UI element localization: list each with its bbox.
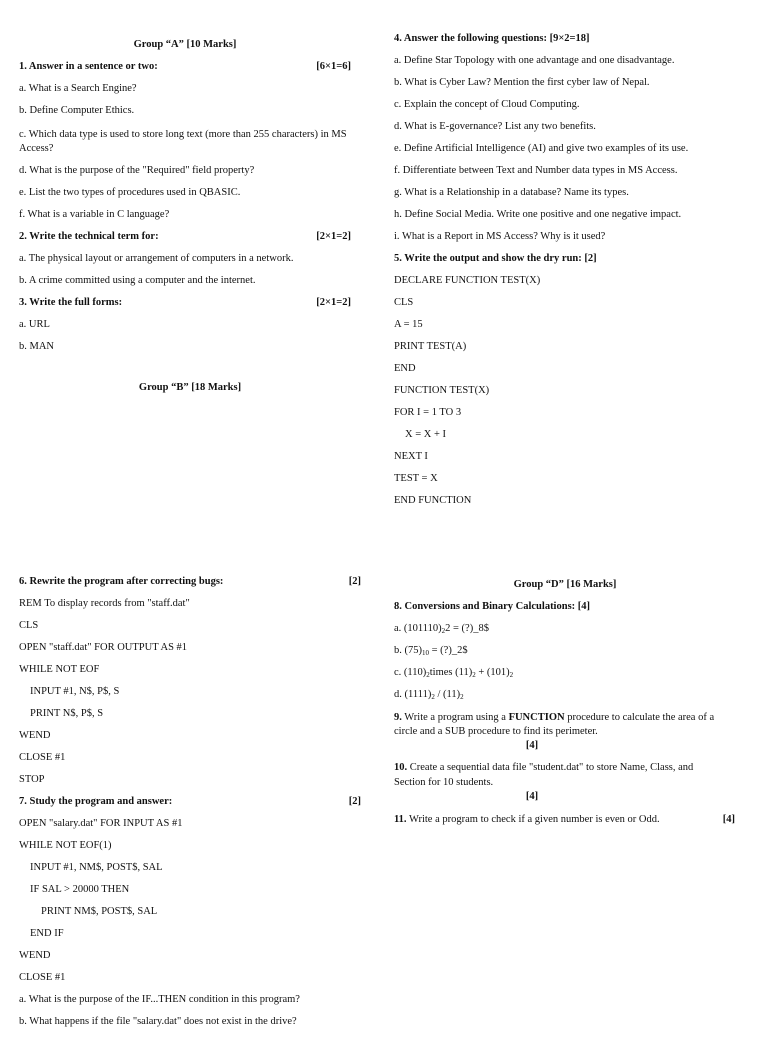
- q1-item: b. Define Computer Ethics.: [19, 105, 135, 116]
- q7-heading: [19, 795, 361, 817]
- code-line: CLOSE #1: [19, 752, 66, 763]
- q1-item: e. List the two types of procedures used in QBASIC.: [19, 187, 241, 198]
- q4-item: d. What is E-governance? List any two benefits.: [394, 121, 596, 132]
- q8-item-b: [394, 644, 736, 666]
- q1-label: 1. Answer in a sentence or two:: [19, 61, 158, 72]
- code-line: FUNCTION TEST(X): [394, 385, 490, 396]
- q3-item: b. MAN: [19, 341, 55, 352]
- code-line: PRINT N$, P$, S: [30, 708, 104, 719]
- group-b-title: Group “B” [18 Marks]: [138, 382, 242, 393]
- q8-d-pre: d. (1111): [394, 689, 432, 700]
- q9-text: [394, 710, 729, 739]
- code-line: PRINT TEST(A): [394, 341, 467, 352]
- q2-marks: [2×1=2]: [316, 231, 351, 242]
- code-line: CLS: [19, 620, 39, 631]
- q7-item: b. What happens if the file "salary.dat" does not exist in the drive?: [19, 1016, 297, 1027]
- q5-label: 5. Write the output and show the dry run: [2]: [394, 253, 597, 264]
- q2-item: b. A crime committed using a computer and the internet.: [19, 275, 256, 286]
- left-top-column: [19, 38, 351, 362]
- code-line: WHILE NOT EOF(1): [19, 840, 112, 851]
- group-a-title: Group “A” [10 Marks]: [133, 39, 237, 50]
- q10-body: Create a sequential data file "student.dat" to store Name, Class, and Section for 10 students.: [394, 762, 694, 788]
- q1-item: a. What is a Search Engine?: [19, 83, 137, 94]
- q8-c-sub3: 2: [509, 671, 514, 679]
- q8-b-pre: b. (75): [394, 645, 422, 656]
- code-line: WHILE NOT EOF: [19, 664, 100, 675]
- right-top-column: [394, 32, 744, 516]
- q8-c-mid2: + (101): [475, 667, 510, 678]
- q3-marks: [2×1=2]: [316, 297, 351, 308]
- q1-marks: [6×1=6]: [316, 61, 351, 72]
- code-line: DECLARE FUNCTION TEST(X): [394, 275, 541, 286]
- code-line: END IF: [30, 928, 64, 939]
- q6-heading: [19, 575, 361, 597]
- q7-item: a. What is the purpose of the IF...THEN condition in this program?: [19, 994, 300, 1005]
- q9-bold: FUNCTION: [508, 712, 565, 723]
- q1-heading: [19, 60, 351, 82]
- q8-a-post: 2 = (?)_8$: [445, 623, 489, 634]
- q4-item: e. Define Artificial Intelligence (AI) and give two examples of its use.: [394, 143, 689, 154]
- q8-c-sub2: 2: [472, 671, 476, 679]
- q3-item: a. URL: [19, 319, 50, 330]
- code-line: NEXT I: [394, 451, 428, 462]
- q8-d-sub2: 2: [460, 693, 464, 701]
- q8-item-d: [394, 688, 736, 710]
- q4-item: g. What is a Relationship in a database? Name its types.: [394, 187, 629, 198]
- group-d-title: Group “D” [16 Marks]: [513, 579, 617, 590]
- q3-heading: [19, 296, 351, 318]
- q11-text: [394, 812, 735, 835]
- q4-item: b. What is Cyber Law? Mention the first cyber law of Nepal.: [394, 77, 650, 88]
- q4-label: 4. Answer the following questions: [9×2=18]: [394, 33, 590, 44]
- code-line: A = 15: [394, 319, 423, 330]
- q11-num: 11.: [394, 813, 407, 825]
- q10-text: [394, 761, 724, 789]
- code-line: REM To display records from "staff.dat": [19, 598, 190, 609]
- q10-marks: [4]: [525, 790, 539, 802]
- q8-label: 8. Conversions and Binary Calculations: [4]: [394, 601, 591, 612]
- code-line: OPEN "staff.dat" FOR OUTPUT AS #1: [19, 642, 188, 653]
- q8-c-mid1: times (11): [429, 667, 473, 678]
- code-line: INPUT #1, N$, P$, S: [30, 686, 120, 697]
- q6-label: 6. Rewrite the program after correcting bugs:: [19, 576, 224, 587]
- q8-a-pre: a. (101110): [394, 623, 442, 634]
- code-line: STOP: [19, 774, 45, 785]
- q7-marks: [2]: [348, 796, 361, 807]
- code-line: TEST = X: [394, 473, 438, 484]
- q2-heading: [19, 230, 351, 252]
- q9-num: 9.: [394, 712, 402, 723]
- q10-num: 10.: [394, 762, 408, 774]
- q1-item: d. What is the purpose of the "Required" field property?: [19, 165, 255, 176]
- code-line: FOR I = 1 TO 3: [394, 407, 462, 418]
- code-line: IF SAL > 20000 THEN: [30, 884, 130, 895]
- left-bottom-column: [19, 575, 361, 1037]
- q2-label: 2. Write the technical term for:: [19, 231, 159, 242]
- q4-item: a. Define Star Topology with one advantage and one disadvantage.: [394, 55, 675, 66]
- code-line: WEND: [19, 730, 51, 741]
- q3-label: 3. Write the full forms:: [19, 297, 123, 308]
- q8-b-post: = (?)_2$: [429, 645, 468, 656]
- q4-item: c. Explain the concept of Cloud Computing.: [394, 99, 580, 110]
- q8-a-sub: 2: [441, 627, 446, 635]
- q8-item-c: [394, 666, 736, 688]
- q4-item: f. Differentiate between Text and Number data types in MS Access.: [394, 165, 678, 176]
- code-line: CLOSE #1: [19, 972, 66, 983]
- q9-marks: [4]: [525, 740, 539, 752]
- code-line: CLS: [394, 297, 414, 308]
- q7-label: 7. Study the program and answer:: [19, 796, 173, 807]
- q8-c-sub1: 2: [426, 671, 430, 679]
- code-line: PRINT NM$, POST$, SAL: [41, 906, 158, 917]
- q9-post: procedure to calculate the area of a circle and a SUB procedure to find its perimeter.: [394, 712, 715, 738]
- q4-item: i. What is a Report in MS Access? Why is it used?: [394, 231, 606, 242]
- code-line: OPEN "salary.dat" FOR INPUT AS #1: [19, 818, 183, 829]
- q2-item: a. The physical layout or arrangement of computers in a network.: [19, 253, 294, 264]
- q4-item: h. Define Social Media. Write one positive and one negative impact.: [394, 209, 682, 220]
- right-bottom-column: [394, 578, 736, 835]
- q1-item: c. Which data type is used to store long text (more than 255 characters) in MS Access?: [19, 129, 347, 155]
- q9-pre: Write a program using a: [401, 712, 509, 723]
- q8-b-sub: 10: [422, 649, 429, 657]
- code-line: INPUT #1, NM$, POST$, SAL: [30, 862, 163, 873]
- code-line: WEND: [19, 950, 51, 961]
- q1-item: f. What is a variable in C language?: [19, 209, 170, 220]
- code-line: X = X + I: [405, 429, 447, 440]
- q8-d-sub1: 2: [431, 693, 435, 701]
- q6-marks: [2]: [348, 576, 361, 587]
- q11-body: Write a program to check if a given number is even or Odd.: [406, 813, 660, 825]
- q8-item-a: [394, 622, 736, 644]
- q8-d-mid: / (11): [434, 689, 461, 700]
- code-line: END: [394, 363, 416, 374]
- code-line: END FUNCTION: [394, 495, 472, 506]
- q8-c-pre: c. (110): [394, 667, 427, 678]
- q11-marks: [4]: [722, 813, 735, 825]
